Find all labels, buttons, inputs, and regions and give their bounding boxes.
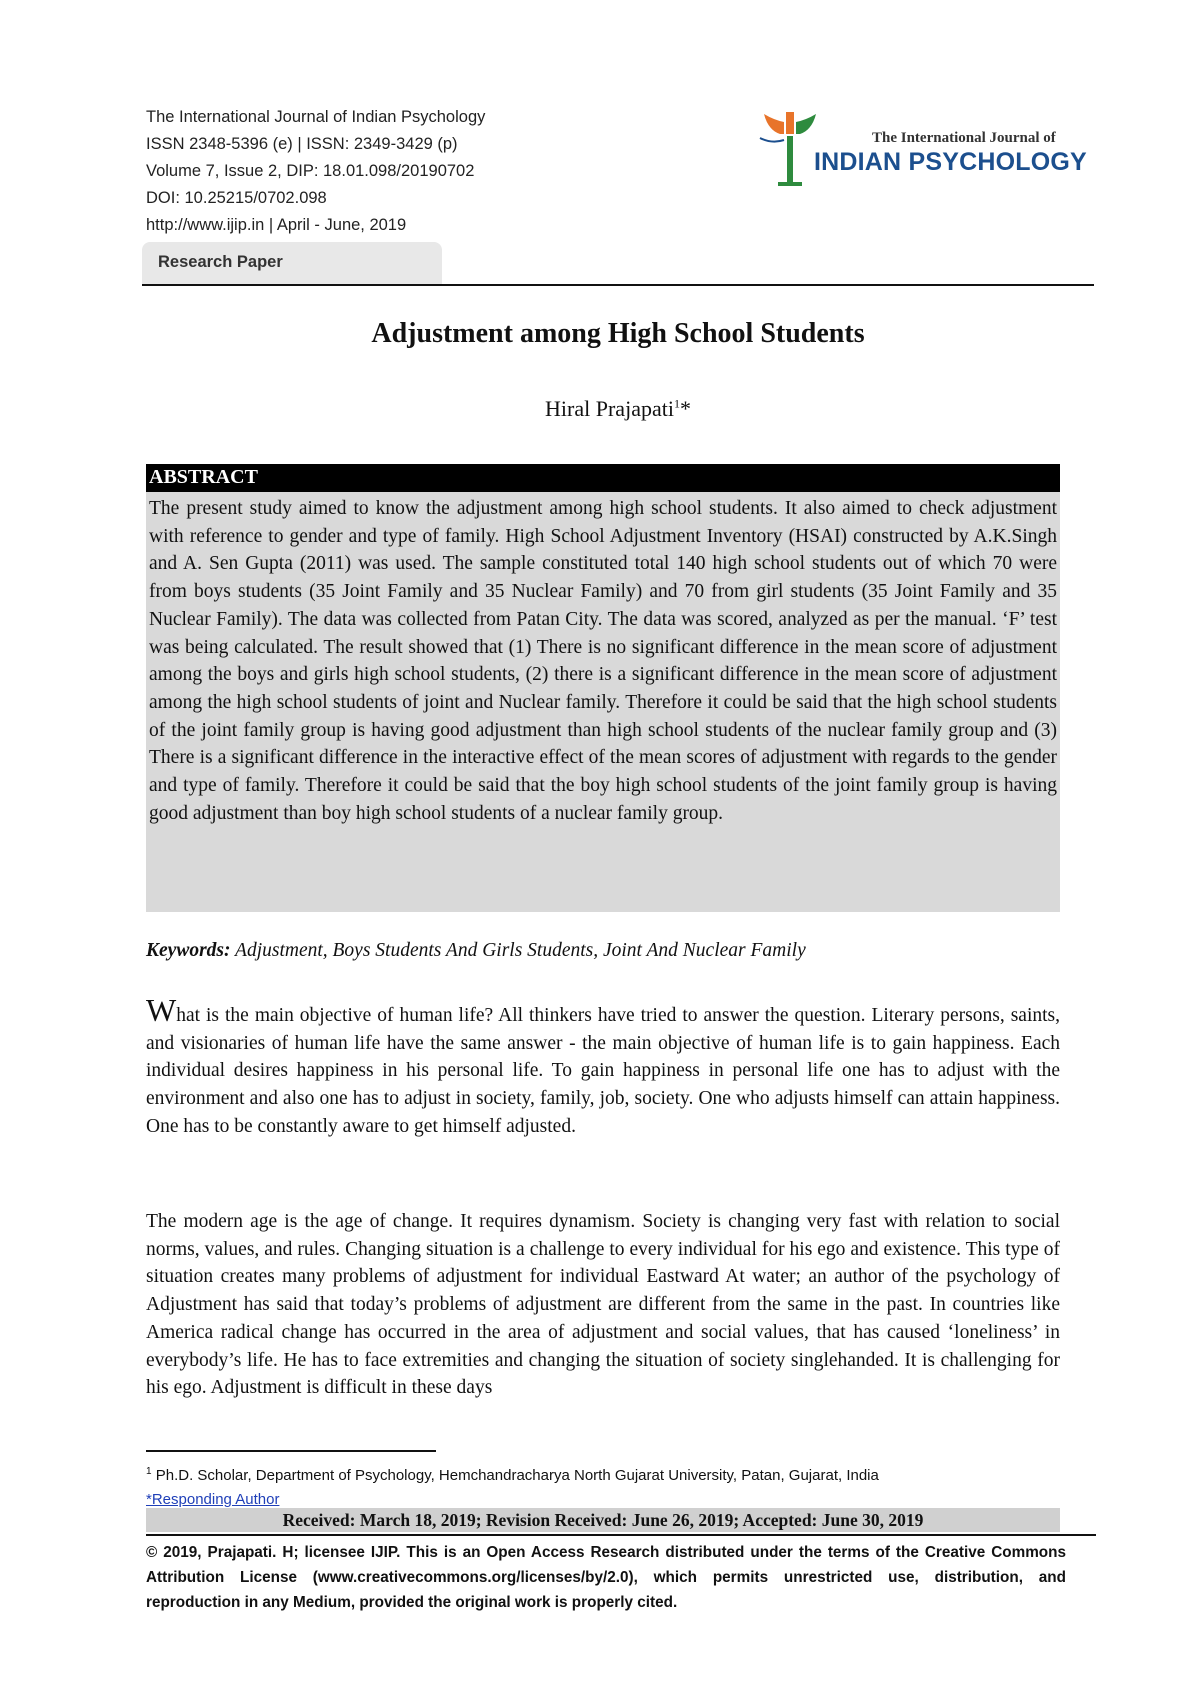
author-name: Hiral Prajapati — [545, 396, 674, 421]
responding-author-link[interactable]: *Responding Author — [146, 1491, 280, 1508]
url-date-line: http://www.ijip.in | April - June, 2019 — [146, 216, 407, 234]
volume-line: Volume 7, Issue 2, DIP: 18.01.098/20190702 — [146, 162, 475, 180]
drop-cap: W — [146, 992, 177, 1028]
logo-subtitle: The International Journal of — [872, 130, 1056, 146]
paper-type-tab: Research Paper — [142, 242, 442, 284]
footnote — [146, 1460, 1076, 1512]
author-corresponding-mark: * — [679, 396, 691, 421]
journal-name: The International Journal of Indian Psychology — [146, 108, 486, 126]
paper-title: Adjustment among High School Students — [371, 318, 865, 349]
abstract-text: The present study aimed to know the adjustment among high school students. It also aimed to check adjustment with reference to gender and type of family. High School Adjustment Inventory (HSAI) constructed by A.K.Singh and A. Sen Gupta (2011) was used. The sample constituted total 140 high school students out of which 70 were from boys students (35 Joint Family and 35 Nuclear Family) and 70 from girl students (35 Joint Family and 35 Nuclear Family). The data was collected from Patan City. The data was scored, analyzed as per the manual. ‘F’ test was being calculated. The result showed that (1) There is no significant difference in the mean score of adjustment among the boys and girls high school students, (2) there is a significant difference in the mean score of adjustment among the high school students of joint and Nuclear family. Therefore it could be said that the high school students of the joint family group is having good adjustment than high school students of the nuclear family group and (3) There is a significant difference in the interactive effect of the mean scores of adjustment with regards to the gender and type of family. Therefore it could be said that the boy high school students of the joint family group is having good adjustment than boy high school students of a nuclear family group. — [146, 492, 1060, 912]
footnote-divider — [146, 1450, 436, 1452]
footnote-affiliation — [146, 1460, 1076, 1488]
author-affiliation-marker: 1 — [673, 396, 680, 411]
header-divider — [142, 284, 1094, 286]
keywords-label: Keywords: — [146, 940, 231, 961]
doi-line: DOI: 10.25215/0702.098 — [146, 189, 327, 207]
body-paragraph-2: The modern age is the age of change. It requires dynamism. Society is changing very fast with relation to social norms, values, and rules. Changing situation is a challenge to every individual for his ego and existence. This type of situation creates many problems of adjustment for individual Eastward At water; an author of the psychology of Adjustment has said that today’s problems of adjustment are different from the same in the past. In countries like America radical change has occurred in the area of adjustment and social values, that has caused ‘loneliness’ in everybody’s life. He has to face extremities and changing the situation of society singlehanded. It is challenging for his ego. Adjustment is difficult in these days — [146, 1211, 1060, 1399]
keywords-line — [146, 940, 1060, 962]
issn-line: ISSN 2348-5396 (e) | ISSN: 2349-3429 (p) — [146, 135, 458, 153]
abstract-heading: ABSTRACT — [146, 464, 1060, 492]
author-line — [142, 396, 1094, 422]
license-text: © 2019, Prajapati. H; licensee IJIP. This is an Open Access Research distributed under the terms of the Creative Commons Attribution License (www.creativecommons.org/licenses/by/2.0), which permits unrestricted use, distribution, and reproduction in any Medium, provided the original work is properly cited. — [146, 1544, 1066, 1611]
keywords-text: Adjustment, Boys Students And Girls Students, Joint And Nuclear Family — [235, 940, 806, 961]
footer-divider — [146, 1534, 1096, 1536]
footnote-text: Ph.D. Scholar, Department of Psychology, Hemchandracharya North Gujarat University, Patan, Gujarat, India — [151, 1467, 879, 1484]
journal-logo — [758, 108, 1087, 188]
logo-title: INDIAN PSYCHOLOGY — [814, 148, 1087, 176]
journal-meta — [146, 104, 666, 239]
footnote-marker: 1 — [146, 1466, 152, 1477]
submission-dates: Received: March 18, 2019; Revision Received: June 26, 2019; Accepted: June 30, 2019 — [146, 1508, 1060, 1532]
body-paragraph-1 — [146, 992, 1060, 1141]
body-paragraph-1-text: hat is the main objective of human life? All thinkers have tried to answer the question. Literary persons, saints, and visionaries of human life have the same answer - the main objective of human life is to gain happiness. Each individual desires happiness in his personal life. To gain happiness in personal life one has to adjust with the environment and also one has to adjust in society, family, job, society. One who adjusts himself can attain happiness. One has to be constantly aware to get himself adjusted. — [146, 1005, 1060, 1137]
